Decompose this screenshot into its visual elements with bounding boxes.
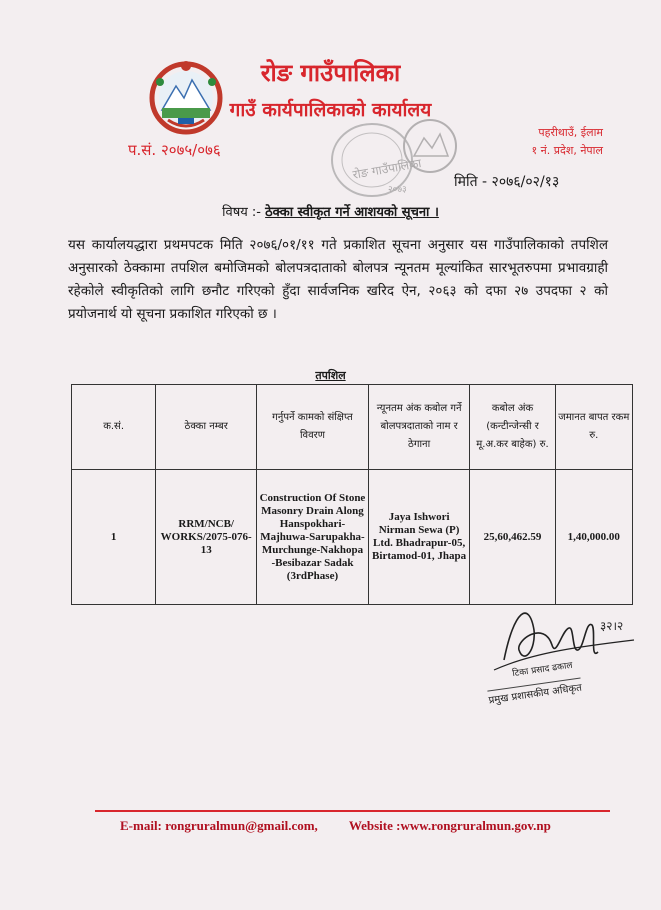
subject-text: ठेक्का स्वीकृत गर्ने आशयको सूचना । — [265, 205, 439, 220]
reference-number: प.सं. २०७५/०७६ — [128, 141, 221, 159]
column-header-bidder: न्यूनतम अंक कबोल गर्ने बोलपत्रदाताको नाम र ठेगाना — [368, 385, 470, 470]
address-line-2: १ नं. प्रदेश, नेपाल — [531, 144, 603, 157]
footer-divider — [95, 810, 610, 812]
letter-date: मिति - २०७६/०२/१३ — [454, 174, 560, 190]
signatory-title: प्रमुख प्रशासकीय अधिकृत — [487, 678, 582, 707]
subject-prefix: विषय :- — [222, 205, 261, 220]
notice-body: यस कार्यालयद्धारा प्रथमपटक मिति २०७६/०१/११ गते प्रकाशित सूचना अनुसार यस गाउँपालिकाको तपशिल अनुसारको ठेक्कामा तपशिल बमोजिमको बोलपत्रदाताको बोलपत्र न्यूनतम मूल्यांकित सारभूतरुपमा प्रभावग्राही रहेकोले स्वीकृतिको लागि छनौट गरिएको हुँदा सार्वजनिक खरिद ऐन, २०६३ को दफा २७ उपदफा २ को प्रयोजनार्थ यो सूचना प्रकाशित गरिएको छ । — [68, 237, 608, 322]
column-header-bid-amount: कबोल अंक (कन्टीन्जेन्सी र मू.अ.कर बाहेक) रु. — [470, 385, 555, 470]
municipality-title: रोङ गाउँपालिका — [260, 59, 401, 87]
footer-email: E-mail: rongruralmun@gmail.com, — [120, 818, 318, 833]
office-address — [531, 124, 603, 160]
cell-sn: 1 — [72, 470, 156, 605]
footer-contact — [120, 818, 551, 834]
contract-table — [71, 384, 633, 605]
cell-security-amount: 1,40,000.00 — [555, 470, 632, 605]
address-line-1: पहरीथाउँ, ईलाम — [538, 126, 603, 139]
cell-bid-amount: 25,60,462.59 — [470, 470, 555, 605]
footer-website: Website :www.rongruralmun.gov.np — [348, 818, 551, 833]
cell-contract-number: RRM/NCB/ WORKS/2075-076-13 — [156, 470, 257, 605]
cell-bidder: Jaya Ishwori Nirman Sewa (P) Ltd. Bhadrapur-05, Birtamod-01, Jhapa — [368, 470, 470, 605]
office-subtitle: गाउँ कार्यपालिकाको कार्यालय — [229, 99, 432, 121]
column-header-work-description: गर्नुपर्ने कामको संक्षिप्त विवरण — [257, 385, 369, 470]
table-header-row — [72, 385, 633, 470]
table-row — [72, 470, 633, 605]
signature-date: ३२।२ — [600, 619, 624, 633]
column-header-contract-number: ठेक्का नम्बर — [156, 385, 257, 470]
cell-work-description: Construction Of Stone Masonry Drain Along Hanspokhari-Majhuwa-Sarupakha-Murchunge-Nakhopa -Besibazar Sadak (3rdPhase) — [257, 470, 369, 605]
column-header-sn: क.सं. — [72, 385, 156, 470]
table-caption: तपशिल — [315, 369, 346, 382]
signatory-name: टिका प्रसाद ढकाल — [511, 660, 574, 680]
column-header-security-amount: जमानत बापत रकम रु. — [555, 385, 632, 470]
subject-line — [0, 202, 661, 220]
stamp-year: २०७३ — [388, 185, 407, 195]
stamp-text: रोङ गाउँपालिका — [351, 155, 423, 182]
